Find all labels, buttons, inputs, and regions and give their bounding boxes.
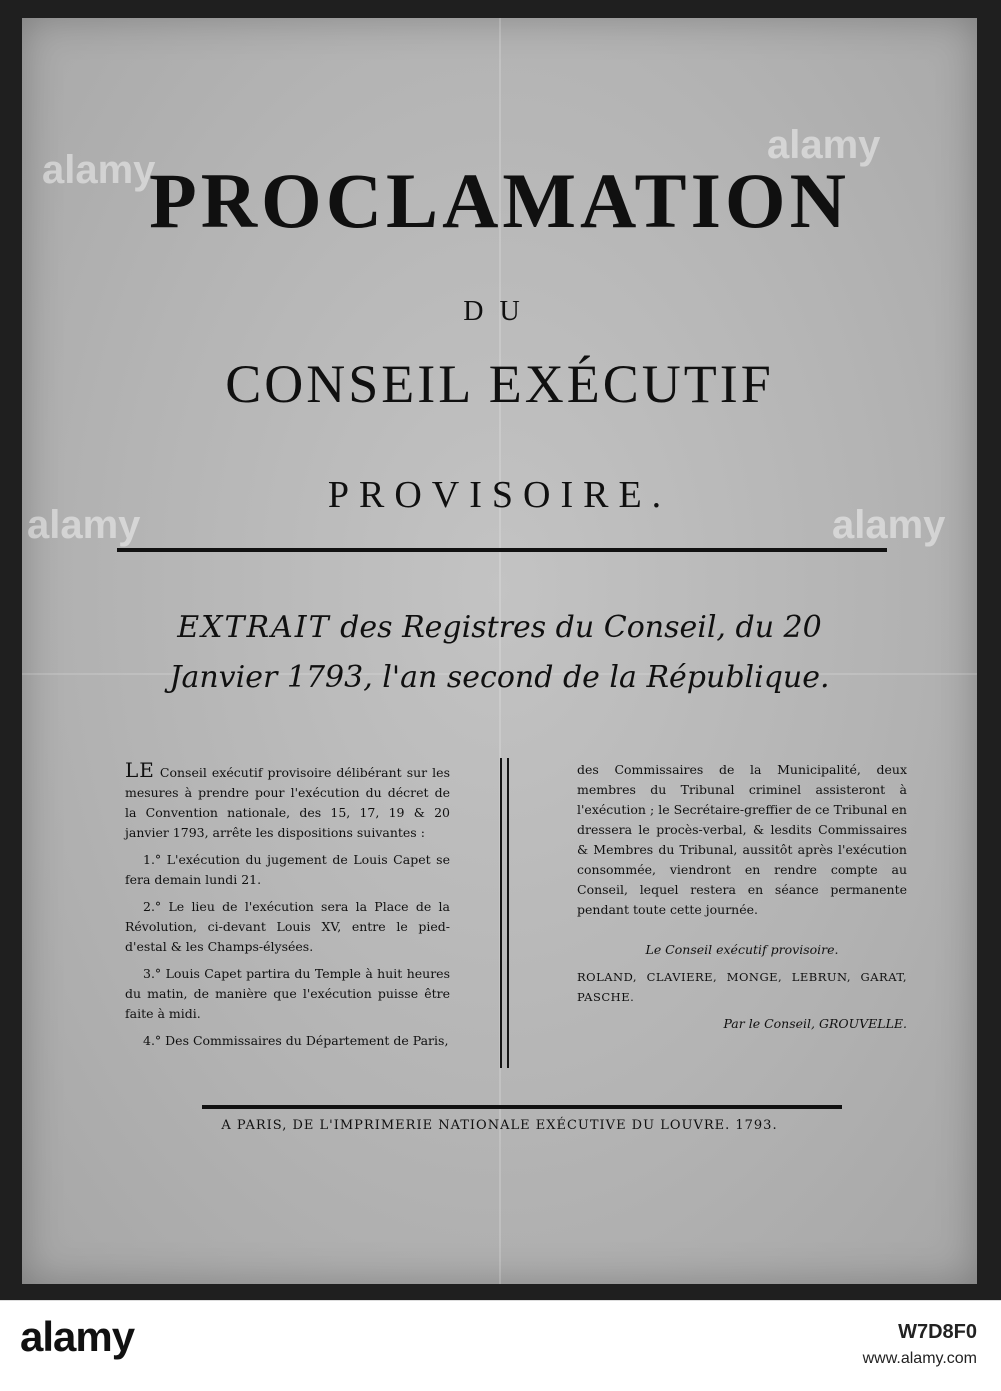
divider-rule-bottom (202, 1105, 842, 1109)
extrait-heading (82, 603, 917, 703)
title-du: DU (463, 296, 536, 327)
title-conseil: CONSEIL EXÉCUTIF (225, 354, 774, 414)
divider-rule (117, 548, 887, 552)
column-separator (500, 758, 502, 1068)
watermark: alamy (832, 503, 946, 547)
watermark: alamy (27, 503, 141, 547)
continuation-text: des Commissaires de la Municipalité, deux membres du Tribunal criminel assisteront à l'exécution ; le Secrétaire-greffier de ce Tribunal en dressera le procès-verbal, & lesdits Commissaires & Membres du Tribunal, aussitôt après l'exécution consommée, viendront en rendre compte au Conseil, lequel restera en séance permanente pendant toute cette journée. (577, 762, 907, 917)
image-info (863, 1321, 977, 1368)
image-id: W7D8F0 (898, 1321, 977, 1343)
proclamation-poster (22, 18, 977, 1284)
right-column (577, 760, 907, 1041)
imprint-line: A PARIS, DE L'IMPRIMERIE NATIONALE EXÉCUTIVE DU LOUVRE. 1793. (221, 1118, 778, 1133)
title-provisoire: PROVISOIRE. (327, 474, 672, 516)
signature-par: Par le Conseil, GROUVELLE. (723, 1016, 907, 1031)
dropcap: LE (125, 758, 155, 782)
article-1: 1.° L'exécution du jugement de Louis Capet se fera demain lundi 21. (125, 852, 450, 887)
column-separator (507, 758, 509, 1068)
signature-title: Le Conseil exécutif provisoire. (645, 942, 839, 957)
proclamation-title: PROCLAMATION (149, 157, 850, 244)
article-3: 3.° Louis Capet partira du Temple à huit heures du matin, de manière que l'exécution puisse être faite à midi. (125, 966, 450, 1021)
watermark: alamy (767, 123, 881, 167)
article-4: 4.° Des Commissaires du Département de Paris, (143, 1033, 449, 1048)
watermark: alamy (42, 148, 156, 192)
stock-footer-bar (0, 1300, 1001, 1391)
article-2: 2.° Le lieu de l'exécution sera la Place de la Révolution, ci-devant Louis XV, entre le pied-d'estal & les Champs-élysées. (125, 899, 450, 954)
extrait-line2: Janvier 1793, l'an second de la République. (169, 660, 830, 695)
left-column (125, 760, 450, 1058)
extrait-line1: des Registres du Conseil, du 20 (330, 610, 822, 645)
site-url: www.alamy.com (862, 1350, 977, 1367)
alamy-logo: alamy (20, 1313, 135, 1360)
extrait-lead: EXTRAIT (177, 610, 331, 645)
signature-names: ROLAND, CLAVIERE, MONGE, LEBRUN, GARAT, PASCHE. (577, 970, 907, 1004)
intro-text: Conseil exécutif provisoire délibérant sur les mesures à prendre pour l'exécution du décret de la Convention nationale, des 15, 17, 19 & 20 janvier 1793, arrête les dispositions suivantes : (125, 765, 450, 840)
